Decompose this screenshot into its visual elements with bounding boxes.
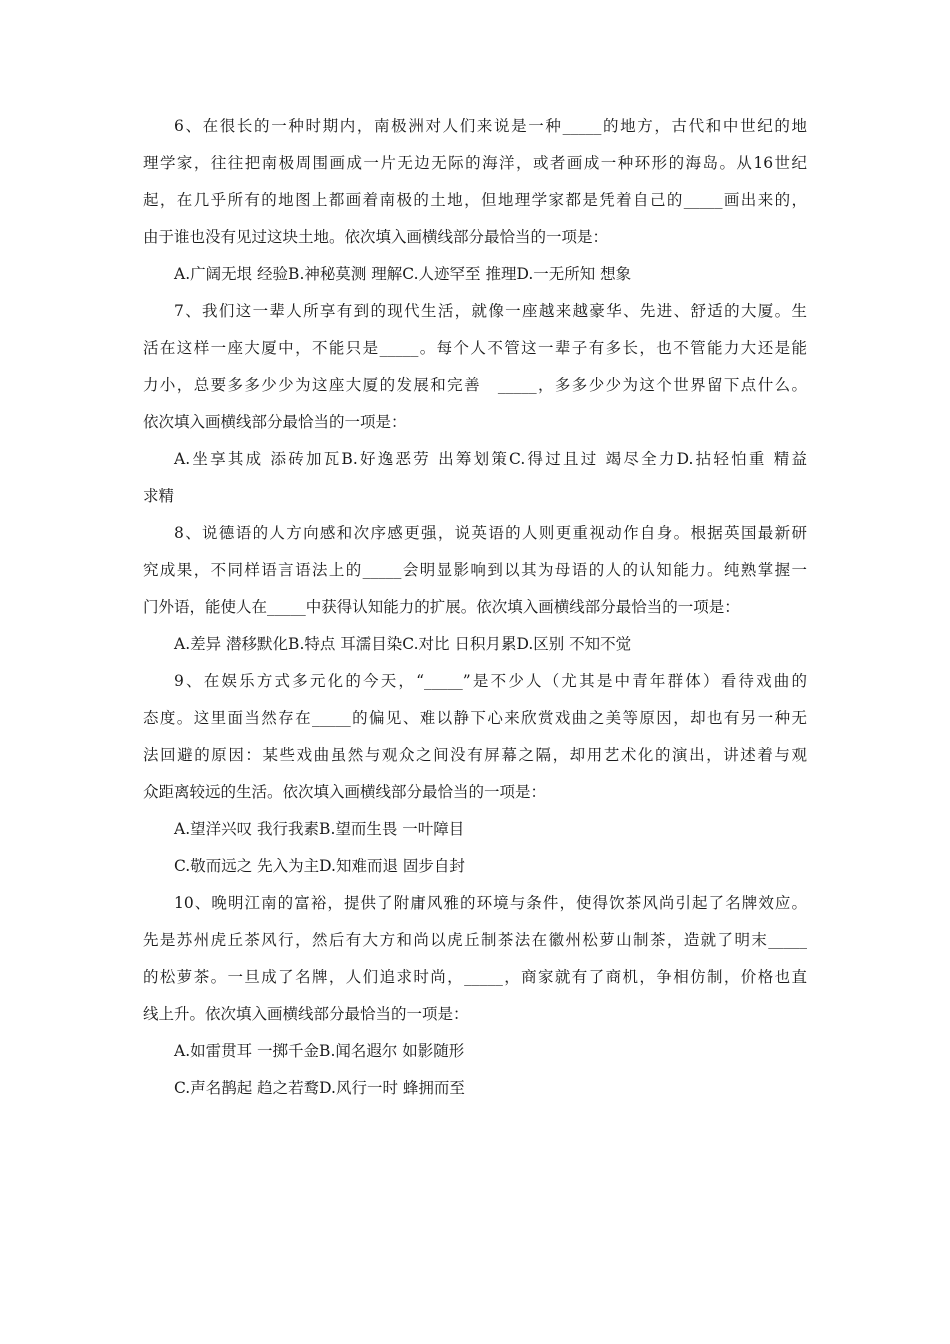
question-9-line-3: 法回避的原因：某些戏曲虽然与观众之间没有屏幕之隔，却用艺术化的演出，讲述着与观	[143, 746, 807, 764]
question-7-options: A.坐享其成 添砖加瓦B.好逸恶劳 出筹划策C.得过且过 竭尽全力D.拈轻怕重 精益	[174, 450, 807, 468]
document-body	[143, 111, 807, 1110]
question-8-line-3: 门外语，能使人在_____中获得认知能力的扩展。依次填入画横线部分最恰当的一项是：	[143, 598, 740, 616]
question-6-line-3: 起，在几乎所有的地图上都画着南极的土地，但地理学家都是凭着自己的_____画出来的，	[143, 191, 807, 209]
question-10-line-1: 10、晚明江南的富裕，提供了附庸风雅的环境与条件，使得饮茶风尚引起了名牌效应。	[174, 894, 807, 912]
question-6-line-4: 由于谁也没有见过这块土地。依次填入画横线部分最恰当的一项是：	[143, 228, 609, 246]
question-9-line-2: 态度。这里面当然存在_____的偏见、难以静下心来欣赏戏曲之美等原因，却也有另一种无	[143, 709, 807, 727]
question-7-options-cont: 求精	[143, 487, 175, 505]
question-10-options-2: C.声名鹊起 趋之若鹜D.风行一时 蜂拥而至	[174, 1079, 465, 1097]
question-7-line-4: 依次填入画横线部分最恰当的一项是：	[143, 413, 407, 431]
question-7-line-1: 7、我们这一辈人所享有到的现代生活，就像一座越来越豪华、先进、舒适的大厦。生	[174, 302, 807, 320]
question-6-line-2: 理学家，往往把南极周围画成一片无边无际的海洋，或者画成一种环形的海岛。从16世纪	[143, 154, 807, 172]
question-10-line-4: 线上升。依次填入画横线部分最恰当的一项是：	[143, 1005, 469, 1023]
question-10-line-2: 先是苏州虎丘茶风行，然后有大方和尚以虎丘制茶法在徽州松萝山制茶，造就了明末_____	[143, 931, 807, 949]
question-8-line-2: 究成果，不同样语言语法上的_____会明显影响到以其为母语的人的认知能力。纯熟掌握一	[143, 561, 807, 579]
question-9-line-4: 众距离较远的生活。依次填入画横线部分最恰当的一项是：	[143, 783, 547, 801]
question-9-options-1: A.望洋兴叹 我行我素B.望而生畏 一叶障目	[174, 820, 465, 838]
question-8-line-1: 8、说德语的人方向感和次序感更强，说英语的人则更重视动作自身。根据英国最新研	[174, 524, 807, 542]
question-8-options: A.差异 潜移默化B.特点 耳濡目染C.对比 日积月累D.区别 不知不觉	[174, 635, 632, 653]
question-10-options-1: A.如雷贯耳 一掷千金B.闻名遐尔 如影随形	[174, 1042, 465, 1060]
question-7-line-2: 活在这样一座大厦中，不能只是_____。每个人不管这一辈子有多长，也不管能力大还是能	[143, 339, 807, 357]
question-9-line-1: 9、在娱乐方式多元化的今天，“_____”是不少人（尤其是中青年群体）看待戏曲的	[174, 672, 807, 690]
question-6-options: A.广阔无垠 经验B.神秘莫测 理解C.人迹罕至 推理D.一无所知 想象	[174, 265, 632, 283]
question-6-line-1: 6、在很长的一种时期内，南极洲对人们来说是一种_____的地方，古代和中世纪的地	[174, 117, 807, 135]
question-7-line-3: 力小，总要多多少少为这座大厦的发展和完善 _____，多多少少为这个世界留下点什么。	[143, 376, 807, 394]
question-10-line-3: 的松萝茶。一旦成了名牌，人们追求时尚，_____，商家就有了商机，争相仿制，价格也直	[143, 968, 807, 986]
question-9-options-2: C.敬而远之 先入为主D.知难而退 固步自封	[174, 857, 465, 875]
